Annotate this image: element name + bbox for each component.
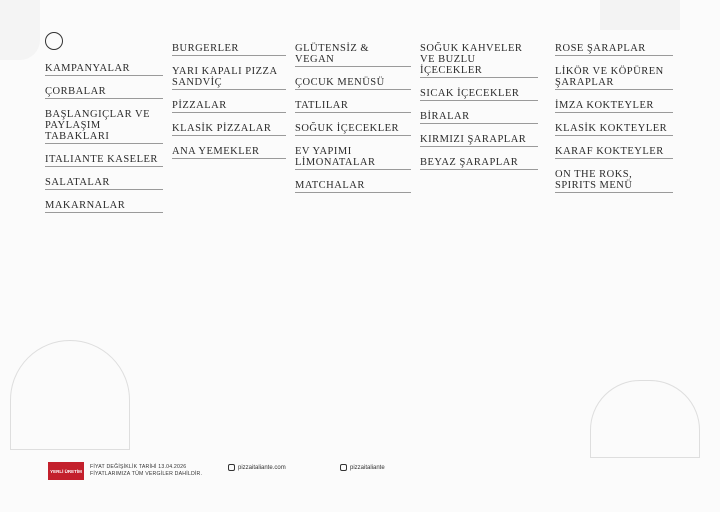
web-icon xyxy=(228,464,235,471)
section-title: ON THE ROKS, SPIRITS MENÜ xyxy=(555,169,673,193)
section-title: EV YAPIMI LİMONATALAR xyxy=(295,146,411,170)
section-title: LİKÖR VE KÖPÜREN ŞARAPLAR xyxy=(555,66,673,90)
price-note xyxy=(90,464,202,478)
section-title: SOĞUK KAHVELER VE BUZLU İÇECEKLER xyxy=(420,43,538,78)
section-title: KIRMIZI ŞARAPLAR xyxy=(420,134,538,147)
section-title: TATLILAR xyxy=(295,100,411,113)
website-text: pizzaitaliante.com xyxy=(238,464,286,471)
background-illustration-right xyxy=(590,380,700,458)
section-title: BAŞLANGIÇLAR VE PAYLAŞIM TABAKLARI xyxy=(45,109,163,144)
section-title: PİZZALAR xyxy=(172,100,286,113)
section-title: MAKARNALAR xyxy=(45,200,163,213)
section-title: BEYAZ ŞARAPLAR xyxy=(420,157,538,170)
brand-logo xyxy=(45,32,67,50)
price-change-date: FİYAT DEĞİŞİKLİK TARİHİ 13.04.2026 xyxy=(90,464,187,470)
section-title: ÇORBALAR xyxy=(45,86,163,99)
section-title: KLASİK PİZZALAR xyxy=(172,123,286,136)
local-production-badge: YERLİ ÜRETİM xyxy=(48,462,84,480)
menu-column-1 xyxy=(45,56,163,216)
background-tower-illustration xyxy=(600,0,680,30)
instagram-link[interactable] xyxy=(340,464,385,471)
section-title: GLÜTENSİZ & VEGAN xyxy=(295,43,411,67)
website-link[interactable] xyxy=(228,464,286,471)
menu-column-2 xyxy=(172,36,286,162)
section-title: SICAK İÇECEKLER xyxy=(420,88,538,101)
instagram-handle: pizzaitaliante xyxy=(350,464,385,471)
menu-column-5 xyxy=(555,36,673,196)
section-title: İMZA KOKTEYLER xyxy=(555,100,673,113)
section-title: KLASİK KOKTEYLER xyxy=(555,123,673,136)
instagram-icon xyxy=(340,464,347,471)
section-title: ROSE ŞARAPLAR xyxy=(555,43,673,56)
menu-column-4 xyxy=(420,36,538,173)
background-illustration-left xyxy=(10,340,130,450)
section-title: BİRALAR xyxy=(420,111,538,124)
brand-logo-mark xyxy=(45,32,63,50)
tax-included-note: FİYATLARIMIZA TÜM VERGİLER DAHİLDİR. xyxy=(90,471,203,477)
background-tree-illustration xyxy=(0,0,40,60)
section-title: MATCHALAR xyxy=(295,180,411,193)
menu-column-3 xyxy=(295,36,411,196)
section-title: KARAF KOKTEYLER xyxy=(555,146,673,159)
section-title: ANA YEMEKLER xyxy=(172,146,286,159)
section-title: SALATALAR xyxy=(45,177,163,190)
section-title: BURGERLER xyxy=(172,43,286,56)
section-title: KAMPANYALAR xyxy=(45,63,163,76)
section-title: SOĞUK İÇECEKLER xyxy=(295,123,411,136)
section-title: ÇOCUK MENÜSÜ xyxy=(295,77,411,90)
section-title: YARI KAPALI PIZZA SANDVİÇ xyxy=(172,66,286,90)
section-title: ITALIANTE KASELER xyxy=(45,154,163,167)
